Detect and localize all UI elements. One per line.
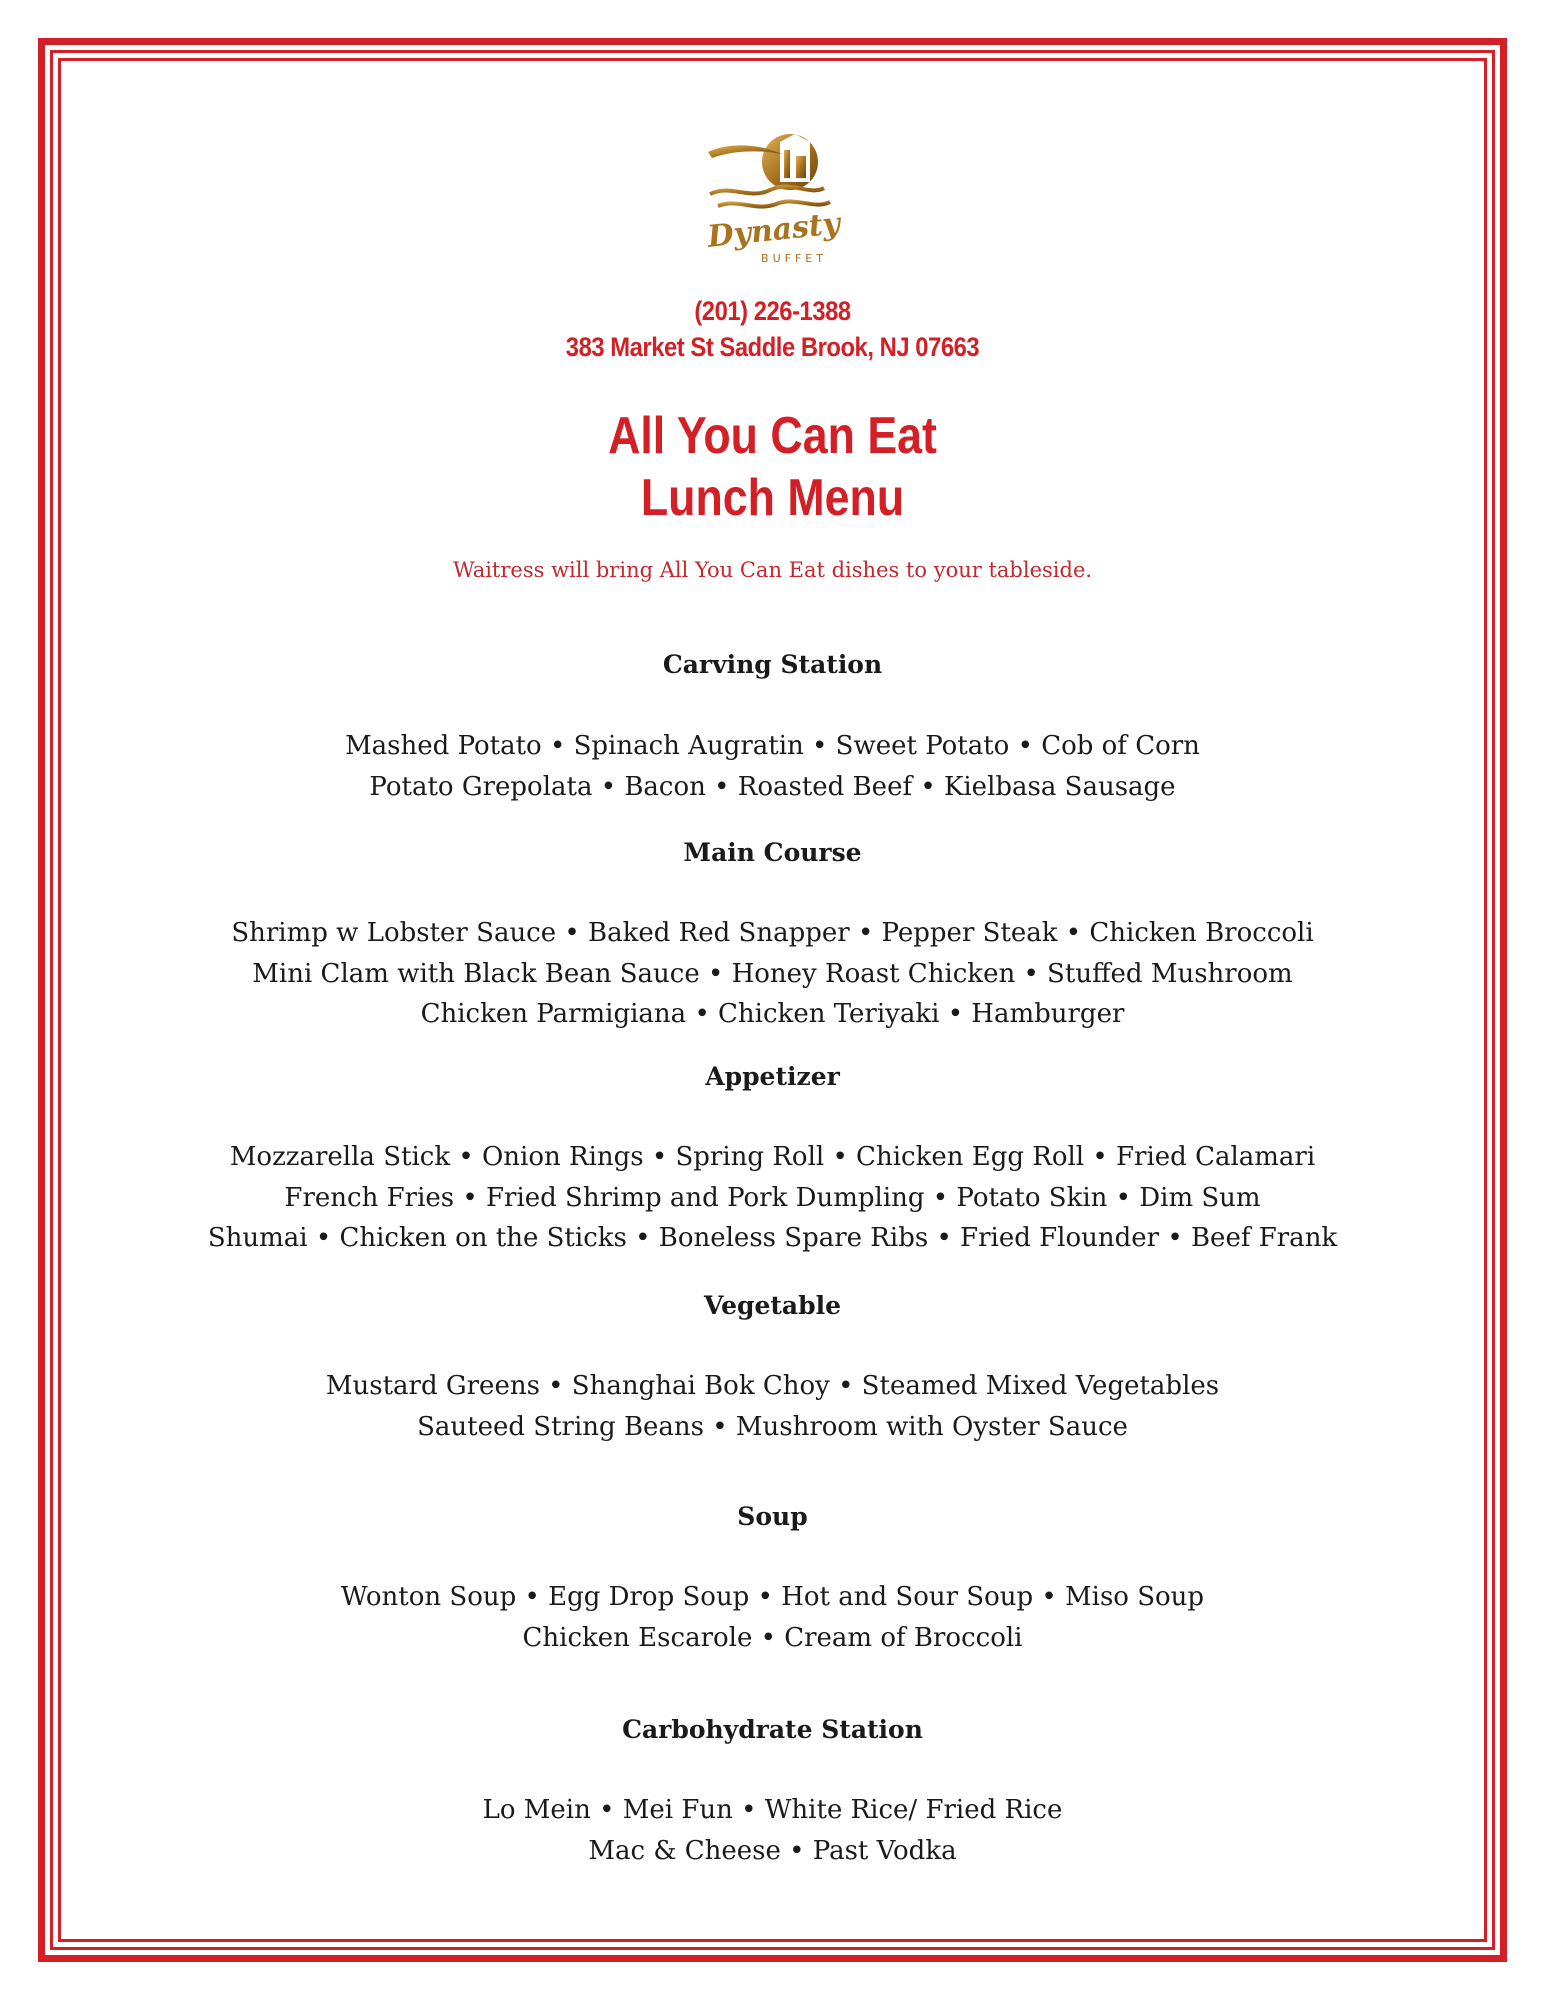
menu-title-line1: All You Can Eat <box>608 407 937 465</box>
service-note: Waitress will bring All You Can Eat dishes to your tableside. <box>452 558 1093 582</box>
section-heading-main-course: Main Course <box>683 838 862 867</box>
section-heading-carving-station: Carving Station <box>662 650 883 679</box>
section-heading-appetizer: Appetizer <box>705 1062 840 1091</box>
menu-line: Chicken Parmigiana • Chicken Teriyaki • Hamburger <box>420 999 1125 1029</box>
menu-line: Mac & Cheese • Past Vodka <box>588 1835 957 1866</box>
menu-line: Sauteed String Beans • Mushroom with Oyster Sauce <box>417 1411 1128 1442</box>
dynasty-buffet-logo <box>700 128 848 268</box>
menu-line: Mozzarella Stick • Onion Rings • Spring Roll • Chicken Egg Roll • Fried Calamari <box>229 1142 1316 1172</box>
menu-line: Shrimp w Lobster Sauce • Baked Red Snapper • Pepper Steak • Chicken Broccoli <box>231 918 1314 948</box>
section-items-appetizer <box>0 1137 1545 1259</box>
menu-line: Shumai • Chicken on the Sticks • Boneless Spare Ribs • Fried Flounder • Beef Frank <box>207 1223 1338 1253</box>
section-heading-carbohydrate-station: Carbohydrate Station <box>622 1715 923 1744</box>
section-items-vegetable <box>0 1366 1545 1447</box>
menu-line: Potato Grepolata • Bacon • Roasted Beef • Kielbasa Sausage <box>369 771 1176 802</box>
section-items-soup <box>0 1577 1545 1658</box>
section-items-carbohydrate-station <box>0 1790 1545 1871</box>
logo-subtext: BUFFET <box>761 252 827 265</box>
section-heading-vegetable: Vegetable <box>703 1291 842 1320</box>
phone-number: (201) 226-1388 <box>694 296 851 326</box>
address: 383 Market St Saddle Brook, NJ 07663 <box>565 332 980 362</box>
section-heading-soup: Soup <box>737 1502 808 1531</box>
menu-line: Wonton Soup • Egg Drop Soup • Hot and Sour Soup • Miso Soup <box>340 1582 1205 1612</box>
section-items-carving-station <box>0 726 1545 807</box>
menu-line: Lo Mein • Mei Fun • White Rice/ Fried Rice <box>482 1795 1063 1825</box>
menu-line: Mustard Greens • Shanghai Bok Choy • Steamed Mixed Vegetables <box>325 1371 1220 1401</box>
section-items-main-course <box>0 913 1545 1035</box>
menu-title-line2: Lunch Menu <box>640 469 905 527</box>
menu-line: Mashed Potato • Spinach Augratin • Sweet Potato • Cob of Corn <box>345 731 1200 761</box>
menu-line: Mini Clam with Black Bean Sauce • Honey Roast Chicken • Stuffed Mushroom <box>252 958 1293 989</box>
logo-wordmark: Dynasty <box>705 206 842 255</box>
menu-line: Chicken Escarole • Cream of Broccoli <box>522 1622 1023 1653</box>
menu-line: French Fries • Fried Shrimp and Pork Dumpling • Potato Skin • Dim Sum <box>284 1182 1261 1213</box>
